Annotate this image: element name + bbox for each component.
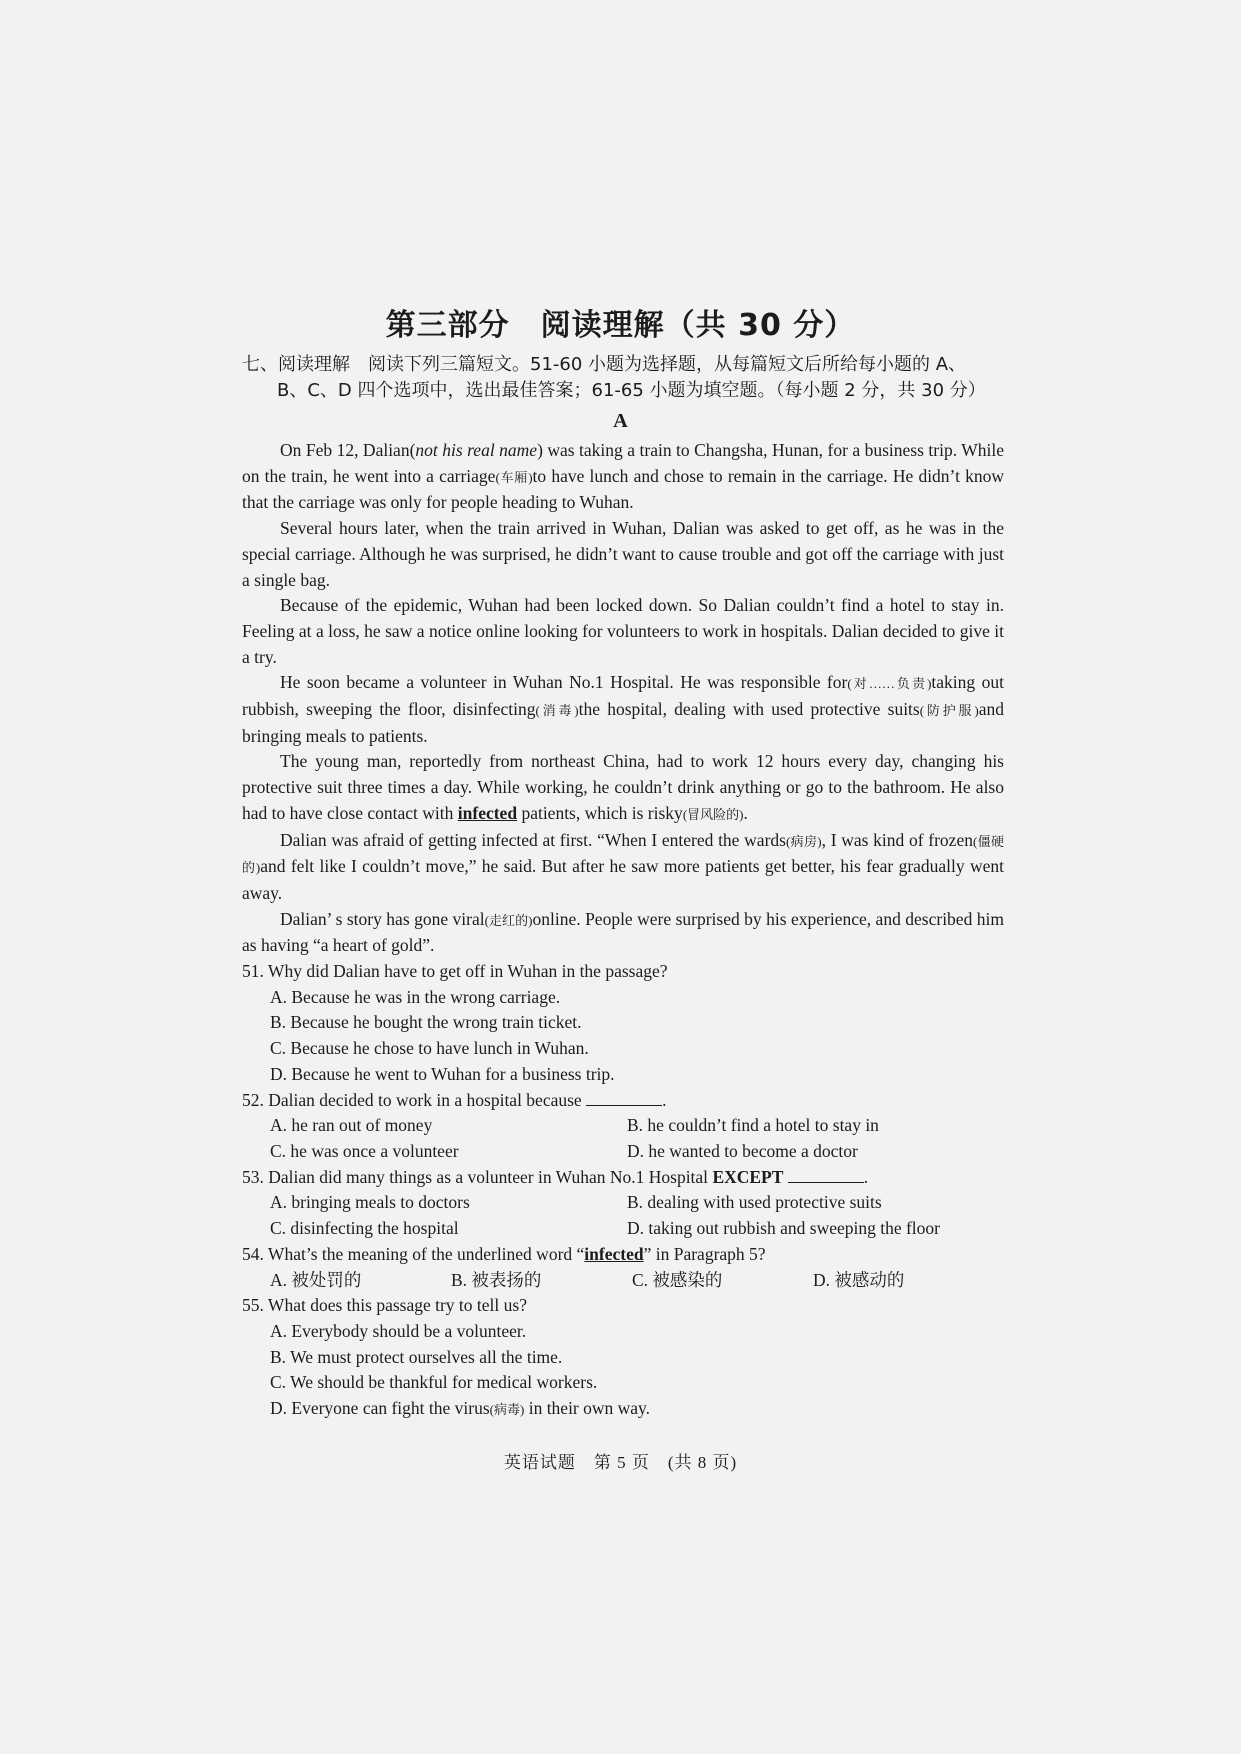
gloss: (病房) <box>785 833 822 849</box>
text: Dalian’ s story has gone viral <box>280 908 485 929</box>
options-52-row-2 <box>242 1139 1004 1165</box>
option-51-d: D. Because he went to Wuhan for a business trip. <box>270 1063 615 1084</box>
option-53-c: C. disinfecting the hospital <box>270 1218 459 1239</box>
instructions <box>242 352 1012 404</box>
question-stem: ” in Paragraph 5? <box>643 1243 766 1264</box>
paragraph-1 <box>242 438 1004 516</box>
text: patients, which is risky <box>517 802 683 823</box>
option-54-d: D. 被感动的 <box>813 1269 905 1290</box>
question-54 <box>242 1242 1004 1268</box>
text: Dalian was afraid of getting infected at first. “When I entered the wards <box>280 829 786 850</box>
option-54-a: A. 被处罚的 <box>270 1269 362 1290</box>
gloss: (病毒) <box>489 1402 525 1418</box>
option-53-a: A. bringing meals to doctors <box>270 1192 470 1213</box>
paragraph-6 <box>242 828 1004 907</box>
bold-keyword: EXCEPT <box>712 1166 784 1187</box>
question-52 <box>242 1088 1004 1114</box>
answer-blank <box>788 1166 864 1183</box>
section-title: 第三部分 阅读理解（共 30 分） <box>385 308 856 343</box>
text: He soon became a volunteer in Wuhan No.1 Hospital. He was responsible for <box>280 672 848 693</box>
option-52-b: B. he couldn’t find a hotel to stay in <box>627 1115 879 1136</box>
text: online. People were surprised by his experience, and described him as having “a heart of gold”. <box>242 908 1004 956</box>
gloss: (对……负责) <box>847 676 932 692</box>
text: and bringing meals to patients. <box>242 699 1004 746</box>
option-53-b: B. dealing with used protective suits <box>627 1192 882 1213</box>
question-53 <box>242 1165 1004 1191</box>
text: and felt like I couldn’t move,” he said. But after he saw more patients get better, his fear gradually went away. <box>242 856 1004 903</box>
paragraph-4 <box>242 670 1004 749</box>
punctuation: . <box>863 1166 869 1187</box>
option-54-c: C. 被感染的 <box>632 1269 723 1290</box>
passage-letter: A <box>613 410 628 432</box>
underlined-word: infected <box>584 1243 644 1264</box>
option-55-c: C. We should be thankful for medical workers. <box>270 1372 598 1393</box>
option-52-d: D. he wanted to become a doctor <box>627 1140 858 1161</box>
question-stem: 52. Dalian decided to work in a hospital because <box>242 1089 582 1110</box>
question-55: 55. What does this passage try to tell us? <box>242 1295 527 1316</box>
text: the hospital, dealing with used protective suits <box>578 699 920 720</box>
options-53-row-1 <box>242 1190 1004 1216</box>
text: ) was taking a train to Changsha, Hunan, for a business trip. While on the train, he went into a carriage <box>242 440 1004 486</box>
option-51-c: C. Because he chose to have lunch in Wuhan. <box>270 1038 589 1059</box>
question-stem: 53. Dalian did many things as a volunteer in Wuhan No.1 Hospital <box>242 1166 713 1187</box>
underlined-word: infected <box>457 802 518 823</box>
punctuation: . <box>662 1089 667 1110</box>
paragraph-3: Because of the epidemic, Wuhan had been locked down. So Dalian couldn’t find a hotel to stay in. Feeling at a loss, he saw a notice online looking for volunteers to work in hospitals. Dalian decided to give it a try. <box>242 595 1004 667</box>
question-stem: 54. What’s the meaning of the underlined word “ <box>242 1243 585 1264</box>
instructions-line-2: B、C、D 四个选项中，选出最佳答案；61-65 小题为填空题。（每小题 2 分，共 30 分） <box>277 380 986 401</box>
reading-content <box>242 438 1004 1423</box>
text: On Feb 12, Dalian( <box>280 440 416 460</box>
option-55-b: B. We must protect ourselves all the time. <box>270 1346 563 1367</box>
option-55-d <box>242 1396 1004 1423</box>
paragraph-5 <box>242 749 1004 827</box>
option-51-a: A. Because he was in the wrong carriage. <box>270 986 561 1007</box>
paragraph-2: Several hours later, when the train arrived in Wuhan, Dalian was asked to get off, as he was in the special carriage. Although he was surprised, he didn’t want to cause trouble and got off the carriage with just a single bag. <box>242 518 1004 590</box>
paragraph-7 <box>242 907 1004 959</box>
option-54-b: B. 被表扬的 <box>451 1269 542 1290</box>
options-53-row-2 <box>242 1216 1004 1242</box>
option-51-b: B. Because he bought the wrong train ticket. <box>270 1012 582 1033</box>
options-54-row <box>242 1268 1004 1294</box>
gloss: (走红的) <box>484 912 533 928</box>
options-52-row-1 <box>242 1113 1004 1139</box>
instructions-line-1: 七、阅读理解 阅读下列三篇短文。51-60 小题为选择题，从每篇短文后所给每小题的 A、 <box>242 354 967 375</box>
text: in their own way. <box>524 1398 651 1419</box>
question-51: 51. Why did Dalian have to get off in Wuhan in the passage? <box>242 961 668 982</box>
gloss: (冒风险的) <box>682 806 744 822</box>
answer-blank <box>586 1089 662 1106</box>
text: , I was kind of frozen <box>821 829 973 850</box>
page-footer: 英语试题 第 5 页 (共 8 页) <box>503 1453 738 1472</box>
option-55-a: A. Everybody should be a volunteer. <box>270 1320 527 1341</box>
gloss: (车厢) <box>495 469 533 485</box>
gloss: (防护服) <box>919 703 979 719</box>
text: The young man, reportedly from northeast China, had to work 12 hours every day, changing his protective suit three times a day. While working, he couldn’t drink anything or go to the bathroom. He also had to have close contact with <box>242 751 1004 823</box>
option-52-c: C. he was once a volunteer <box>270 1140 459 1161</box>
italic-note: not his real name <box>415 440 538 460</box>
gloss: (僵硬的) <box>242 833 1004 876</box>
option-52-a: A. he ran out of money <box>270 1115 433 1136</box>
option-53-d: D. taking out rubbish and sweeping the floor <box>627 1218 941 1239</box>
text: to have lunch and chose to remain in the carriage. He didn’t know that the carriage was only for people heading to Wuhan. <box>242 465 1004 513</box>
text: D. Everyone can fight the virus <box>270 1398 490 1419</box>
gloss: (消毒) <box>535 703 579 719</box>
text: taking out rubbish, sweeping the floor, disinfecting <box>242 672 1004 720</box>
text: . <box>743 802 748 823</box>
